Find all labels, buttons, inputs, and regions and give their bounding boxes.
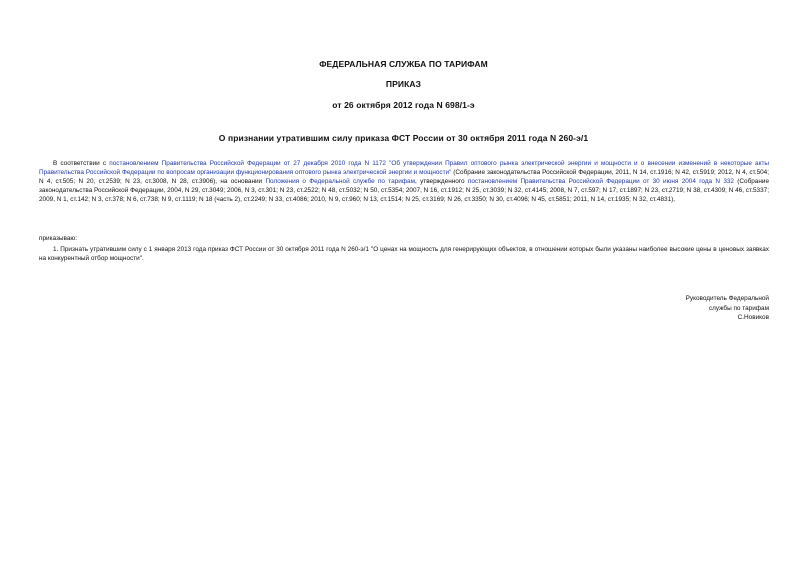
order-point-1: 1. Признать утратившим силу с 1 января 2013 года приказ ФСТ России от 30 октября 2011 года N 260-э/1 "О ценах на мощность для генерирующих объектов, в отношении которых были указаны наиболее высокие цены в ценовых заявках на конкурентный отбор мощности". [39, 246, 769, 262]
link-fst-regulation[interactable]: Положения о Федеральной службе по тарифам [265, 178, 415, 185]
document-date-number: от 26 октября 2012 года N 698/1-э [332, 100, 475, 110]
order-word: приказываю: [39, 235, 77, 242]
preamble-paragraph [39, 159, 769, 204]
link-government-decree-1172[interactable]: постановлением Правительства Российской Федерации от 27 декабря 2010 года N 1172 "Об утверждении Правил оптового рынка электрической энергии и мощности и о внесении изменений в некоторые акты Правительства Российской Федерации по вопросам организации функционирования оптового рынка электрической энергии и мощности" [39, 160, 769, 176]
preamble-text: В соответствии с [53, 160, 110, 167]
signature-position: службы по тарифам [708, 304, 769, 312]
agency-name: ФЕДЕРАЛЬНАЯ СЛУЖБА ПО ТАРИФАМ [319, 59, 488, 69]
signature-position: Руководитель Федеральной [685, 295, 769, 302]
preamble-text: (Собрание законодательства Российской Федерации, 2011, N 14, ст.1916; N 42, ст.5919; 2012, N 4, ст.504; N 4, ст.505; N 20, ст.2539; N 23, ст.3008, N 28, ст.3906), на основании [39, 169, 770, 185]
document-type: ПРИКАЗ [385, 79, 422, 89]
signature-block [686, 294, 769, 323]
preamble-text: (Собрание законодательства Российской Федерации, 2004, N 29, ст.3049; 2006, N 3, ст.301; N 23, ст.2522; N 48, ст.5032; N 50, ст.5354; 2007, N 16, ст.1912; N 25, ст.3039; N 32, ст.4145; 2008, N 7, ст.597; N 17, ст.1897; N 23, ст.2719; N 38, ст.4309; N 46, ст.5337; 2009, N 1, ст.142; N 3, ст.378; N 6, ст.738; N 9, ст.1119; N 18 (часть 2), ст.2249; N 33, ст.4086; 2010, N 9, ст.960; N 13, ст.1514; N 25, ст.3169; N 26, ст.3350; N 30, ст.4096; N 45, ст.5851; 2011, N 14, ст.1935; N 32, ст.4831), [39, 178, 770, 203]
link-government-decree-332[interactable]: постановлением Правительства Российской Федерации от 30 июня 2004 года N 332 [467, 178, 734, 185]
preamble-text: , утвержденного [415, 178, 468, 185]
signatory-name: С.Новиков [737, 314, 769, 322]
document-title: О признании утратившим силу приказа ФСТ России от 30 октября 2011 года N 260-э/1 [218, 133, 589, 143]
